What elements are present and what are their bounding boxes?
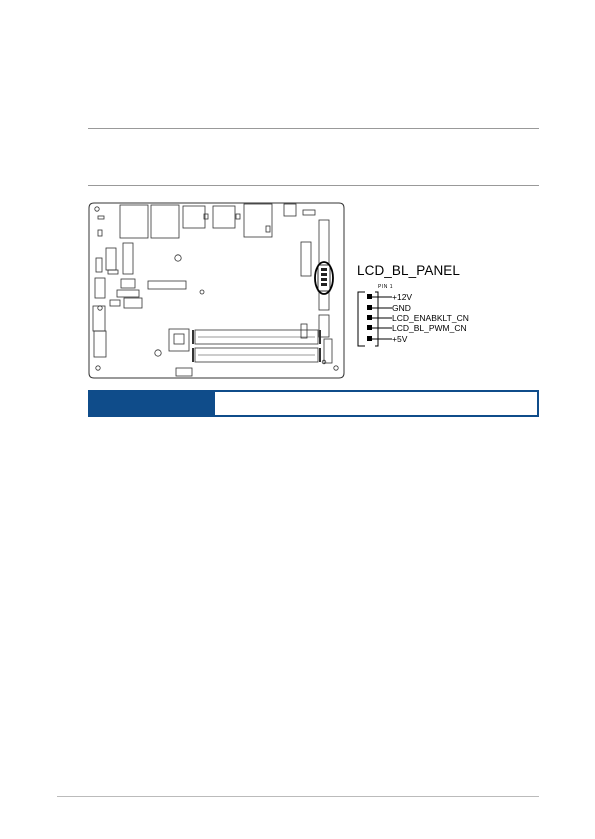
lcd-bl-panel-connector-on-board [315, 262, 333, 294]
pin-label-1: +12V [392, 292, 413, 302]
pin1-label: PIN 1 [378, 284, 394, 290]
pin-label-2: GND [392, 303, 411, 313]
pin-label-3: LCD_ENABKLT_CN [392, 313, 469, 323]
connector-title: LCD_BL_PANEL [357, 263, 461, 278]
table-header-accent-cell [90, 392, 215, 415]
pin-label-5: +5V [392, 334, 408, 344]
top-rule [88, 128, 539, 129]
pin-label-4: LCD_BL_PWM_CN [392, 323, 467, 333]
table-header-bar [88, 390, 539, 417]
table-header-body-cell [215, 392, 537, 415]
motherboard-diagram [88, 200, 488, 382]
header-row-rule [88, 185, 539, 186]
footer-rule [57, 796, 539, 797]
pin-markers [367, 294, 372, 341]
